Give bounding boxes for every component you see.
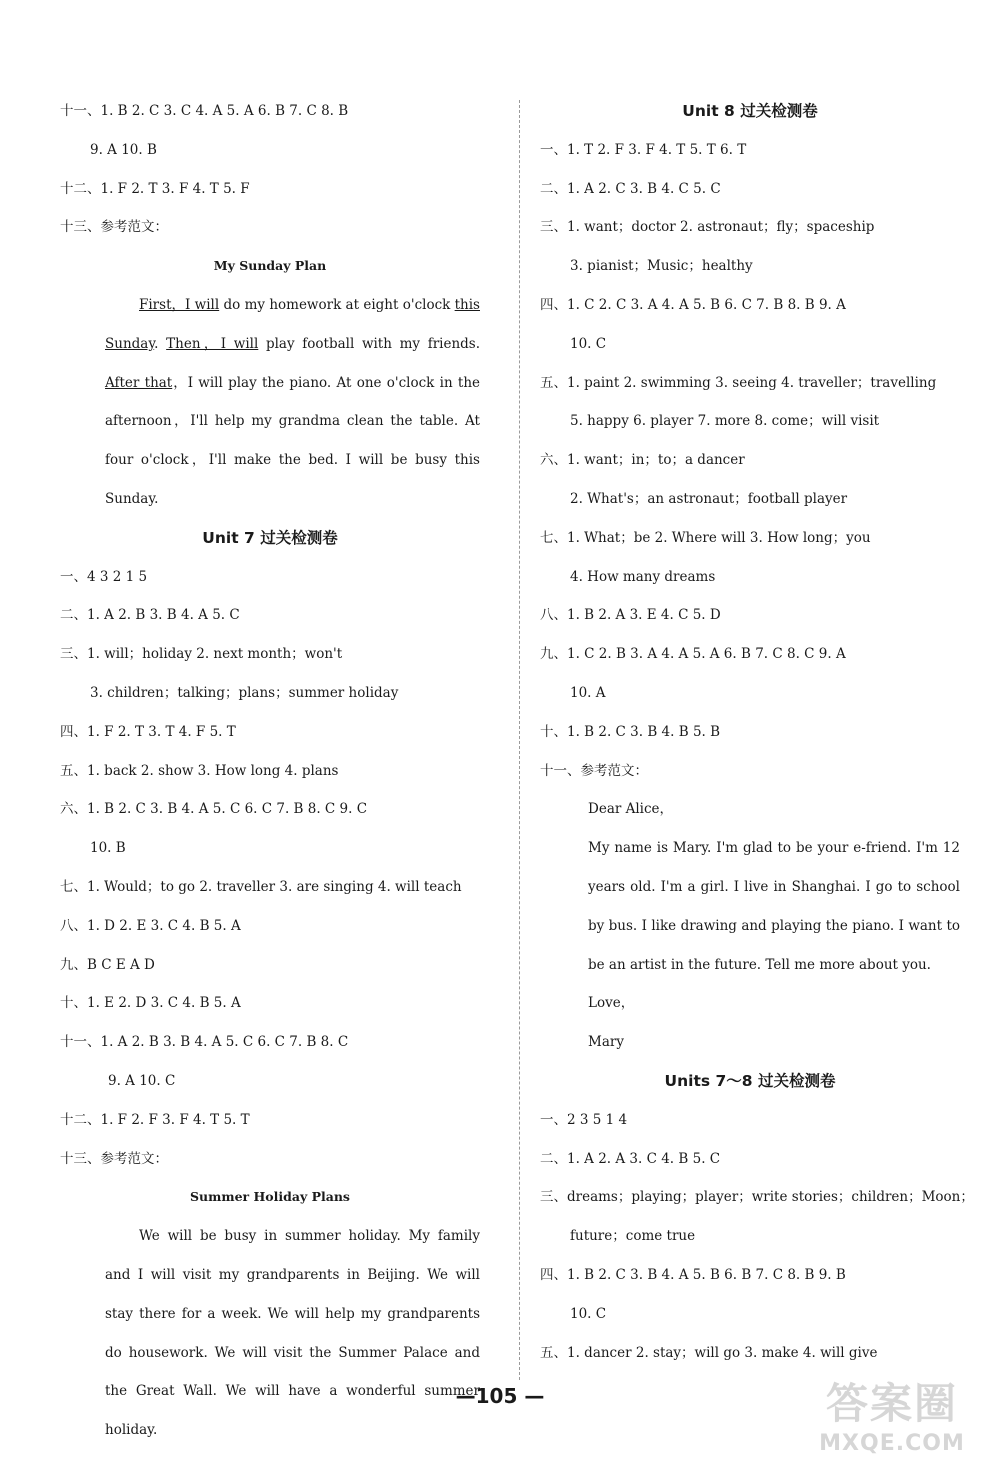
answer-line: 九、B C E A D bbox=[60, 956, 155, 973]
letter-signature: Mary bbox=[588, 1034, 624, 1051]
essay-text: ，I will play the piano. At one o'clock in the afternoon，I'll help my grandma clean the table. At four o'clock，I'll make the bed. I will be busy this Sunday. bbox=[105, 374, 481, 507]
letter-body: My name is Mary. I'm glad to be your e-friend. I'm 12 years old. I'm a girl. I live in Shanghai. I go to school by bus. I like drawing and playing the piano. I want to be an artist in the future. Tell me more about you. bbox=[588, 840, 960, 973]
answer-line: 五、1. paint 2. swimming 3. seeing 4. traveller；travelling bbox=[540, 374, 937, 391]
answer-line: future；come true bbox=[570, 1228, 696, 1245]
answer-line: 5. happy 6. player 7. more 8. come；will visit bbox=[570, 413, 880, 430]
essay-text: . bbox=[154, 335, 167, 352]
answer-line: 十三、参考范文： bbox=[60, 219, 168, 236]
watermark-logo bbox=[792, 1371, 992, 1456]
answer-line: 10. B bbox=[90, 840, 126, 857]
answer-line: 五、1. dancer 2. stay；will go 3. make 4. will give bbox=[540, 1344, 878, 1361]
answer-line: 七、1. What；be 2. Where will 3. How long；you bbox=[540, 529, 871, 546]
left-column bbox=[60, 92, 480, 1450]
answer-line: 三、dreams；playing；player；write stories；children；Moon； bbox=[540, 1189, 974, 1206]
essay-underlined: Then，I will bbox=[166, 335, 259, 352]
answer-line: 3. children；talking；plans；summer holiday bbox=[90, 684, 399, 701]
essay-title: My Sunday Plan bbox=[213, 258, 327, 274]
section-title-unit8: Unit 8 过关检测卷 bbox=[682, 102, 818, 120]
watermark-text: 答案圈 bbox=[825, 1379, 958, 1428]
answer-line: 10. A bbox=[570, 684, 606, 701]
answer-line: 十三、参考范文： bbox=[60, 1150, 168, 1167]
answer-line: 四、1. F 2. T 3. T 4. F 5. T bbox=[60, 723, 236, 740]
answer-line: 五、1. back 2. show 3. How long 4. plans bbox=[60, 762, 339, 779]
answer-line: 十二、1. F 2. F 3. F 4. T 5. T bbox=[60, 1111, 250, 1128]
answer-line: 六、1. B 2. C 3. B 4. A 5. C 6. C 7. B 8. C 9. C bbox=[60, 801, 368, 818]
essay-underlined: this Sunday bbox=[105, 296, 480, 352]
answer-line: 八、1. B 2. A 3. E 4. C 5. D bbox=[540, 607, 721, 624]
answer-line: 9. A 10. C bbox=[108, 1072, 176, 1089]
answer-line: 二、1. A 2. B 3. B 4. A 5. C bbox=[60, 607, 240, 624]
answer-line: 十一、1. B 2. C 3. C 4. A 5. A 6. B 7. C 8. B bbox=[60, 103, 349, 119]
essay-title: Summer Holiday Plans bbox=[190, 1189, 350, 1205]
essay-underlined: First，I will bbox=[139, 296, 220, 313]
section-title-units7-8: Units 7～8 过关检测卷 bbox=[664, 1071, 836, 1090]
answer-line: 八、1. D 2. E 3. C 4. B 5. A bbox=[60, 917, 241, 934]
watermark-url: MXQE.COM bbox=[819, 1431, 965, 1456]
answer-line: 七、1. Would；to go 2. traveller 3. are singing 4. will teach bbox=[60, 878, 462, 895]
answer-line: 一、4 3 2 1 5 bbox=[60, 568, 148, 585]
answer-line: 二、1. A 2. C 3. B 4. C 5. C bbox=[540, 180, 721, 197]
essay-text: play football with my friends. bbox=[258, 335, 481, 352]
answer-line: 十一、1. A 2. B 3. B 4. A 5. C 6. C 7. B 8. C bbox=[60, 1034, 349, 1051]
answer-line: 四、1. C 2. C 3. A 4. A 5. B 6. C 7. B 8. B 9. A bbox=[540, 296, 846, 313]
answer-line: 10. C bbox=[570, 1305, 607, 1322]
right-column bbox=[540, 92, 974, 1372]
essay-paragraph bbox=[60, 1217, 480, 1450]
page-number: —105 — bbox=[455, 1384, 545, 1408]
answer-line: 十、1. E 2. D 3. C 4. B 5. A bbox=[60, 995, 241, 1012]
answer-line: 四、1. B 2. C 3. B 4. A 5. B 6. B 7. C 8. B 9. B bbox=[540, 1266, 846, 1283]
letter-greeting: Dear Alice， bbox=[588, 801, 674, 818]
answer-line: 一、1. T 2. F 3. F 4. T 5. T 6. T bbox=[540, 141, 747, 158]
answer-line: 九、1. C 2. B 3. A 4. A 5. A 6. B 7. C 8. C 9. A bbox=[540, 646, 846, 663]
answer-line: 三、1. will；holiday 2. next month；won't bbox=[60, 646, 343, 663]
answer-line: 三、1. want；doctor 2. astronaut；fly；spaceship bbox=[540, 219, 875, 236]
answer-line: 2. What's；an astronaut；football player bbox=[570, 490, 848, 507]
answer-line: 4. How many dreams bbox=[570, 568, 716, 585]
essay-paragraph bbox=[60, 286, 480, 519]
answer-line: 十二、1. F 2. T 3. F 4. T 5. F bbox=[60, 180, 250, 197]
essay-underlined: After that bbox=[105, 374, 173, 391]
column-divider bbox=[519, 100, 520, 1380]
answer-line: 3. pianist；Music；healthy bbox=[570, 258, 753, 275]
answer-line: 一、2 3 5 1 4 bbox=[540, 1111, 628, 1128]
essay-text: do my homework at eight o'clock bbox=[219, 296, 455, 313]
answer-line: 10. C bbox=[570, 335, 607, 352]
answer-line: 六、1. want；in；to；a dancer bbox=[540, 452, 745, 469]
answer-line: 9. A 10. B bbox=[90, 141, 157, 158]
answer-line: 十、1. B 2. C 3. B 4. B 5. B bbox=[540, 723, 721, 740]
letter-close: Love， bbox=[588, 995, 635, 1012]
essay-text: We will be busy in summer holiday. My family and I will visit my grandparents in Beijing. We will stay there for a week. We will help my grandparents do housework. We will visit the Summer Palace and the Great Wall. We will have a wonderful summer holiday. bbox=[105, 1228, 480, 1439]
answer-line: 十一、参考范文： bbox=[540, 762, 648, 779]
section-title-unit7: Unit 7 过关检测卷 bbox=[202, 528, 338, 547]
answer-line: 二、1. A 2. A 3. C 4. B 5. C bbox=[540, 1150, 721, 1167]
